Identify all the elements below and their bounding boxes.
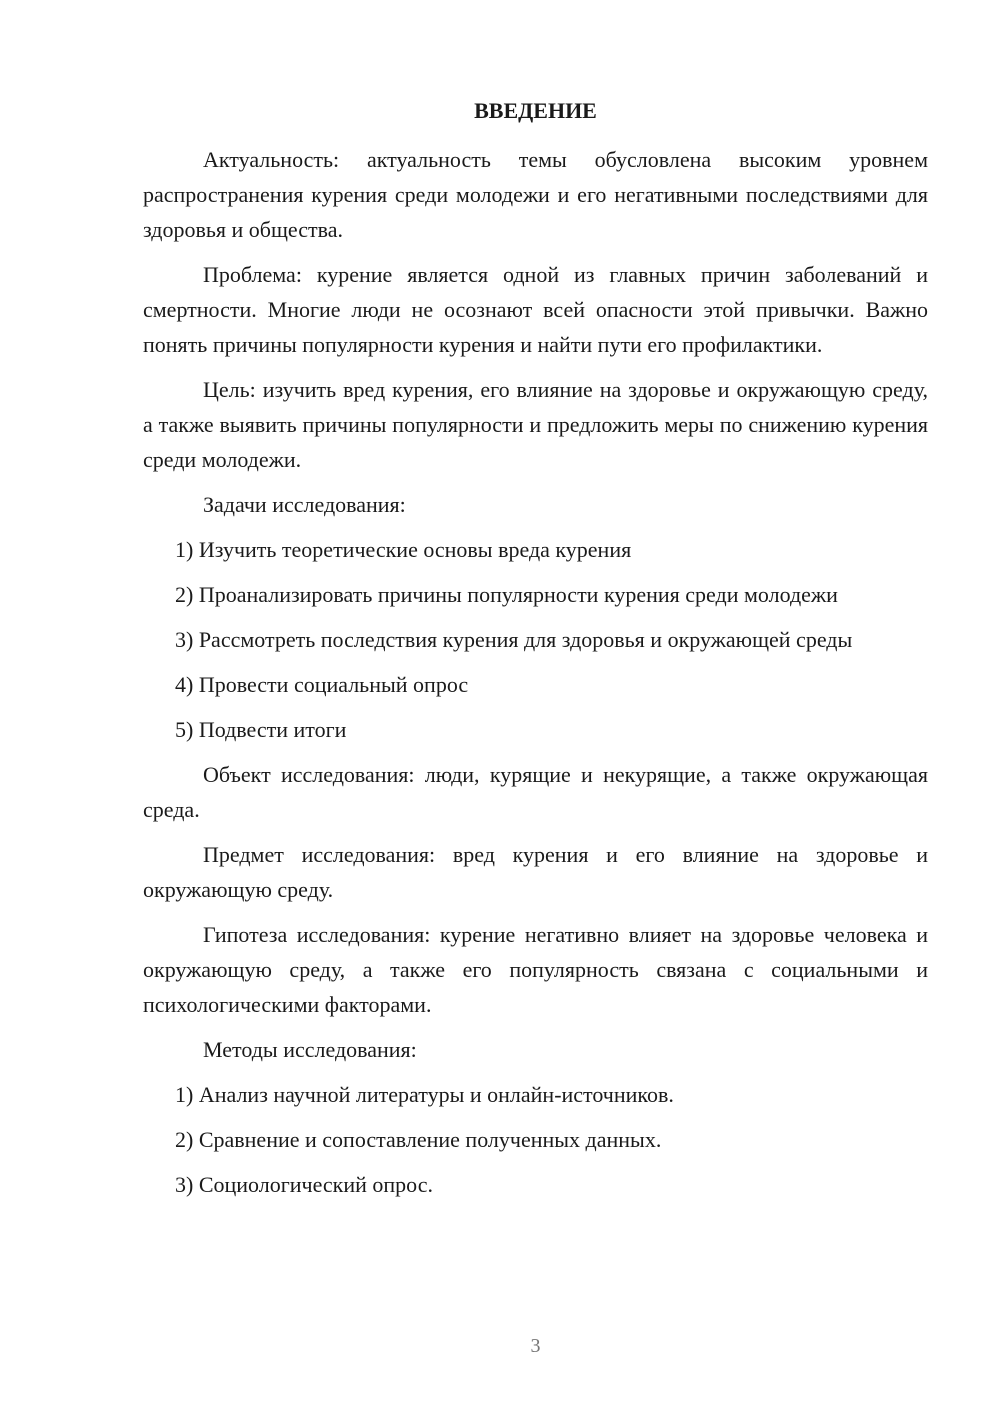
paragraph-hypothesis: Гипотеза исследования: курение негативно влияет на здоровье человека и окружающую среду, а также его популярность связана с социальными и психологическими факторами. (143, 922, 928, 1017)
list-item-task-5: 5) Подвести итоги (175, 717, 347, 742)
paragraph-subject: Предмет исследования: вред курения и его влияние на здоровье и окружающую среду. (143, 842, 928, 902)
paragraph-methods-heading: Методы исследования: (203, 1037, 417, 1062)
document-page (143, 0, 928, 1414)
section-title: ВВЕДЕНИЕ (474, 98, 597, 123)
paragraph-problem: Проблема: курение является одной из главных причин заболеваний и смертности. Многие люди не осознают всей опасности этой привычки. Важно понять причины популярности курения и найти пути его профилактики. (143, 262, 928, 357)
list-item-task-1: 1) Изучить теоретические основы вреда курения (175, 537, 632, 562)
list-item-task-3: 3) Рассмотреть последствия курения для здоровья и окружающей среды (175, 627, 853, 652)
paragraph-relevance: Актуальность: актуальность темы обусловлена высоким уровнем распространения курения среди молодежи и его негативными последствиями для здоровья и общества. (143, 147, 928, 242)
paragraph-object: Объект исследования: люди, курящие и некурящие, а также окружающая среда. (143, 762, 928, 822)
page-number: 3 (530, 1335, 541, 1357)
list-item-method-2: 2) Сравнение и сопоставление полученных данных. (175, 1127, 662, 1152)
paragraph-tasks-heading: Задачи исследования: (203, 492, 406, 517)
list-item-task-4: 4) Провести социальный опрос (175, 672, 469, 697)
list-item-method-3: 3) Социологический опрос. (175, 1172, 433, 1197)
list-item-task-2: 2) Проанализировать причины популярности курения среди молодежи (175, 582, 838, 607)
paragraph-goal: Цель: изучить вред курения, его влияние на здоровье и окружающую среду, а также выявить причины популярности и предложить меры по снижению курения среди молодежи. (143, 377, 928, 472)
document-body (143, 142, 928, 1212)
list-item-method-1: 1) Анализ научной литературы и онлайн-источников. (175, 1082, 674, 1107)
